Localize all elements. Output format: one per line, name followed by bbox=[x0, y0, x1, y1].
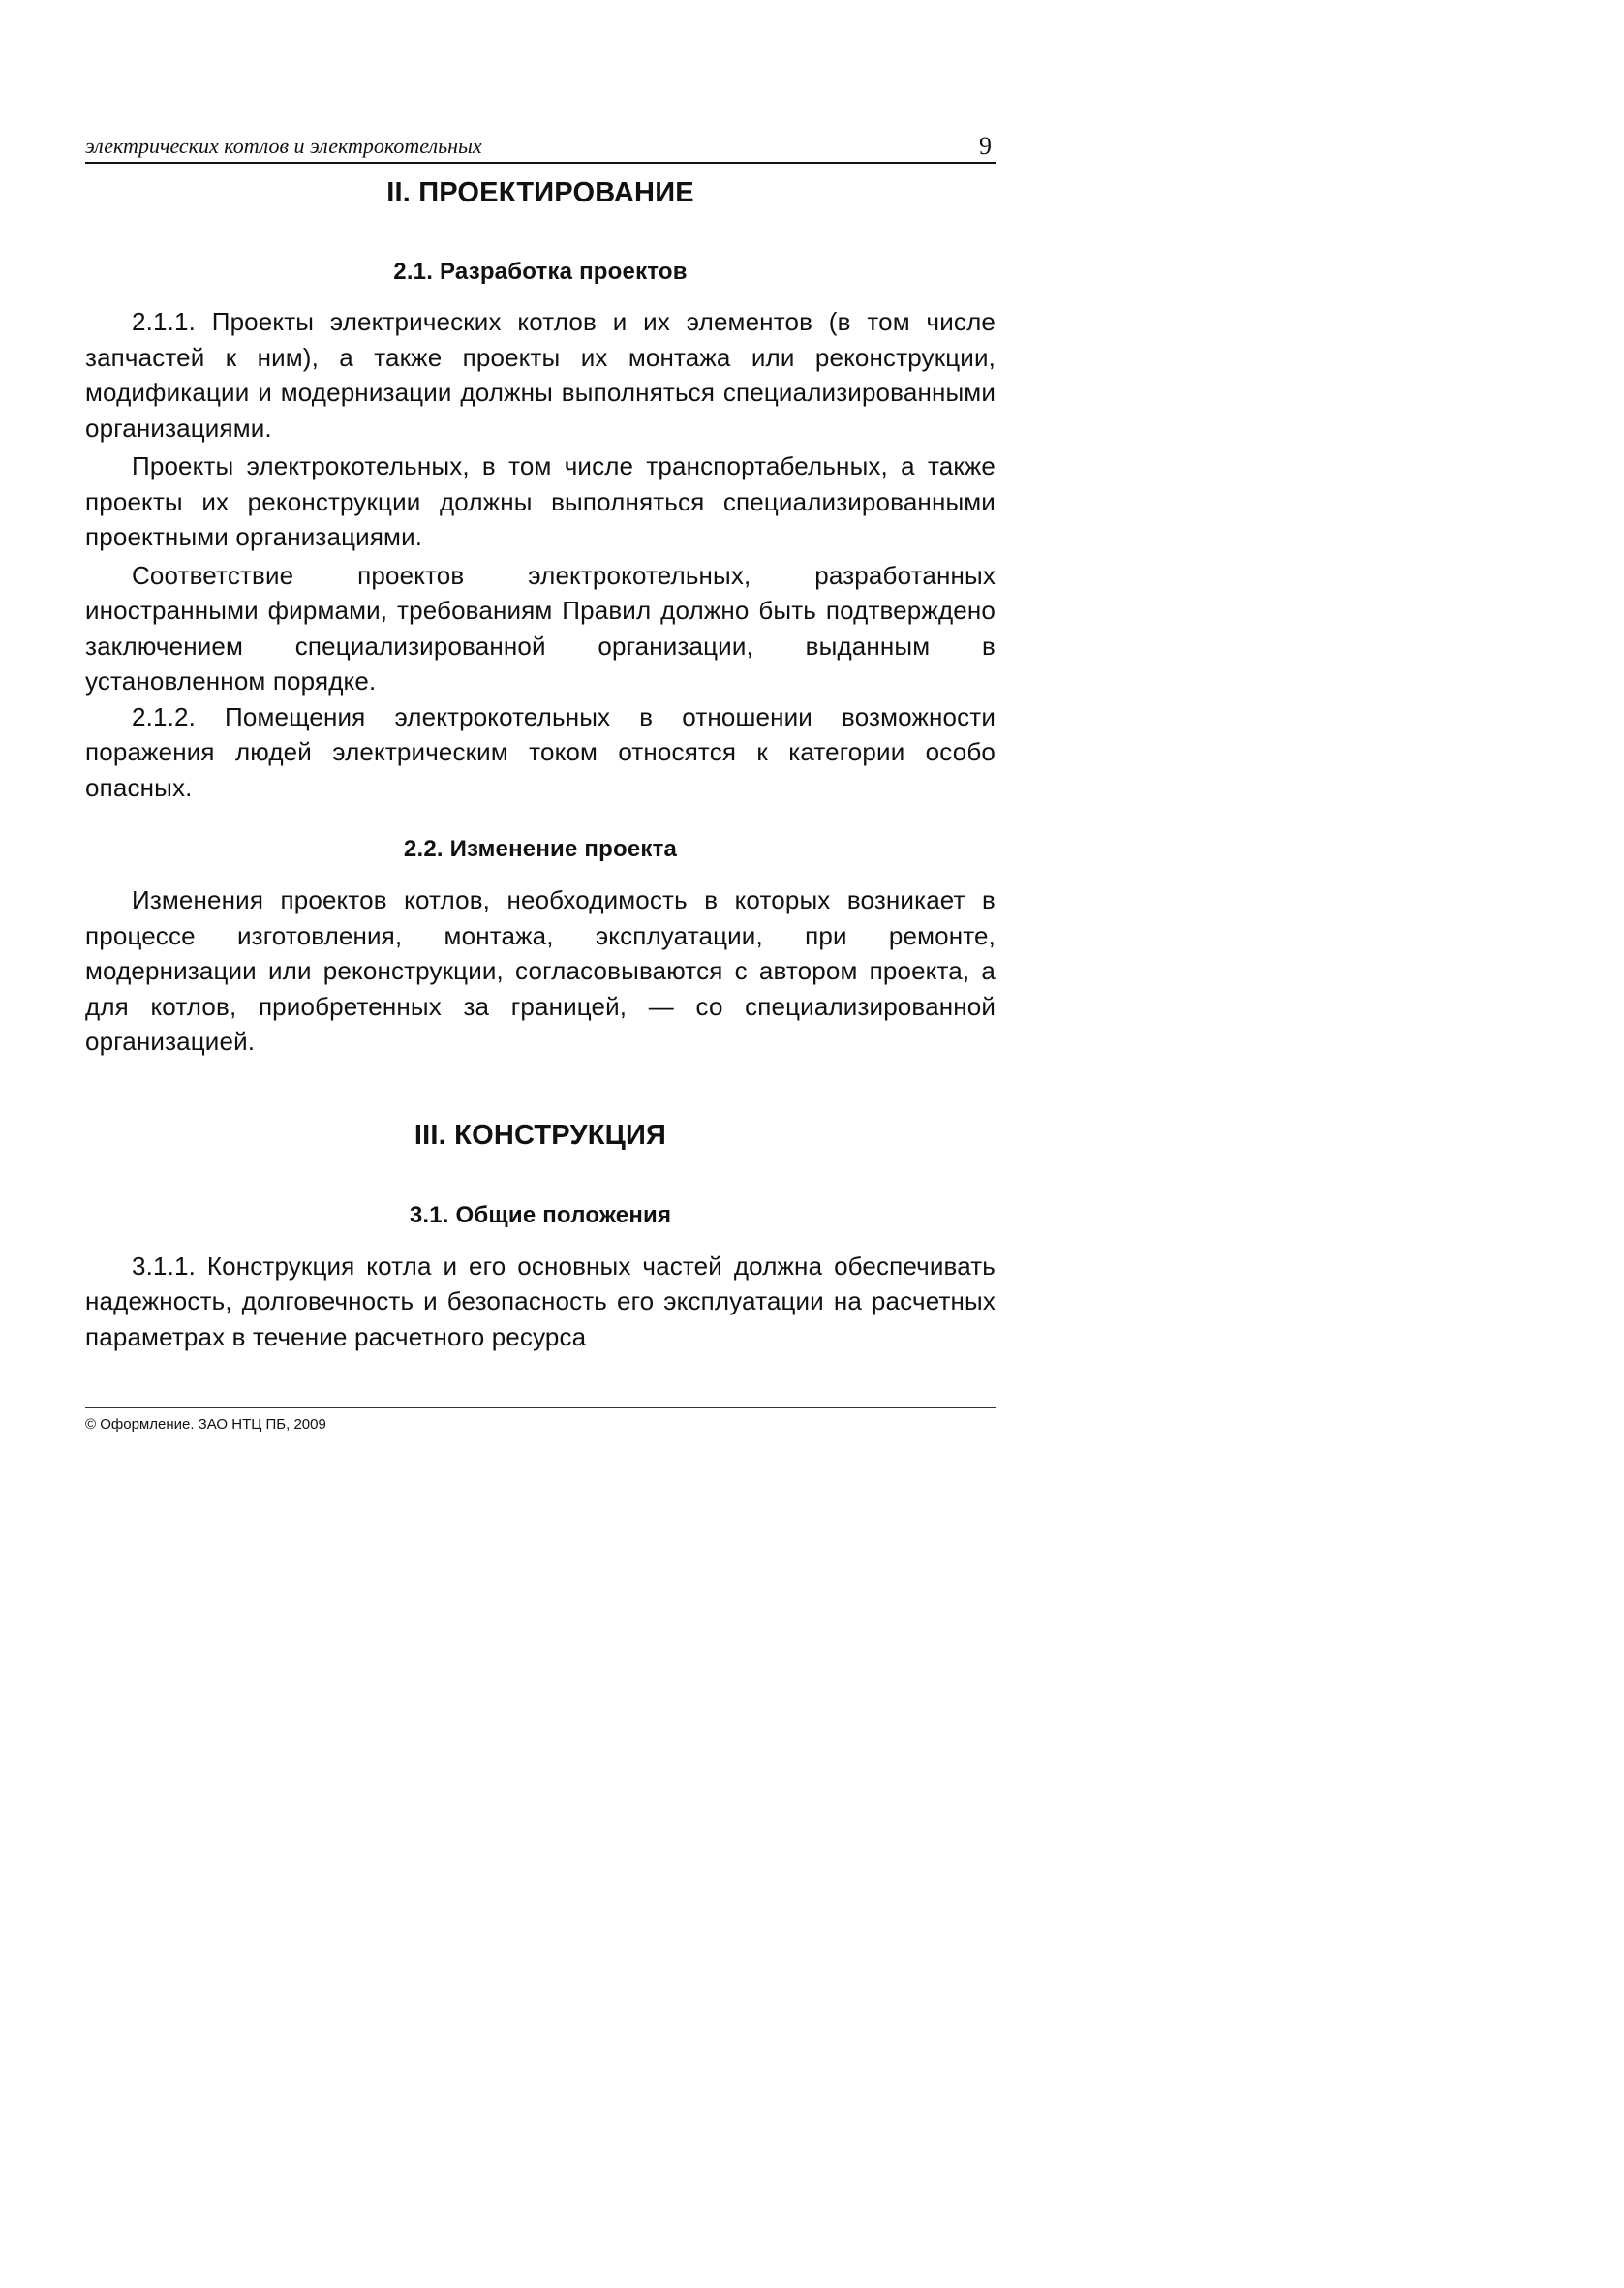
subsection-title-general-provisions: 3.1. Общие положения bbox=[409, 1201, 672, 1228]
section-title-design: II. ПРОЕКТИРОВАНИЕ bbox=[386, 177, 694, 208]
subsection-title-project-development: 2.1. Разработка проектов bbox=[393, 259, 688, 285]
paragraph-3-1-1: 3.1.1. Конструкция котла и его основных частей должна обеспечивать надежность, долговечность и безопасность его эксплуатации на расчетных параметрах в течение расчетного ресурса bbox=[85, 1251, 996, 1351]
running-header bbox=[85, 134, 996, 164]
section-title-construction: III. КОНСТРУКЦИЯ bbox=[414, 1119, 667, 1151]
running-title: электрических котлов и электрокотельных bbox=[85, 134, 482, 158]
paragraph-boiler-house-projects: Проекты электрокотельных, в том числе транспортабельных, а также проекты их реконструкции должны выполняться специализированными проектными организациями. bbox=[85, 451, 996, 551]
subsection-title-project-change: 2.2. Изменение проекта bbox=[403, 836, 678, 862]
paragraph-2-1-2: 2.1.2. Помещения электрокотельных в отношении возможности поражения людей электрическим током относятся к категории особо опасных. bbox=[85, 701, 996, 802]
paragraph-foreign-projects: Соответствие проектов электрокотельных, разработанных иностранными фирмами, требованиям Правил должно быть подтверждено заключением специализированной организации, выданным в установленном порядке. bbox=[85, 560, 996, 696]
document-page bbox=[85, 134, 996, 1354]
paragraph-project-changes: Изменения проектов котлов, необходимость в которых возникает в процессе изготовления, монтажа, эксплуатации, при ремонте, модернизации или реконструкции, согласовываются с автором проекта, а для котлов, приобретенных за границей, — со специализированной организацией. bbox=[85, 885, 996, 1056]
page-number: 9 bbox=[979, 132, 992, 160]
copyright-text: © Оформление. ЗАО НТЦ ПБ, 2009 bbox=[85, 1416, 326, 1433]
paragraph-2-1-1: 2.1.1. Проекты электрических котлов и их элементов (в том числе запчастей к ним), а также проекты их монтажа или реконструкции, модификации и модернизации должны выполняться специализированными организациями. bbox=[85, 307, 996, 443]
copyright-footer bbox=[85, 1407, 996, 1434]
